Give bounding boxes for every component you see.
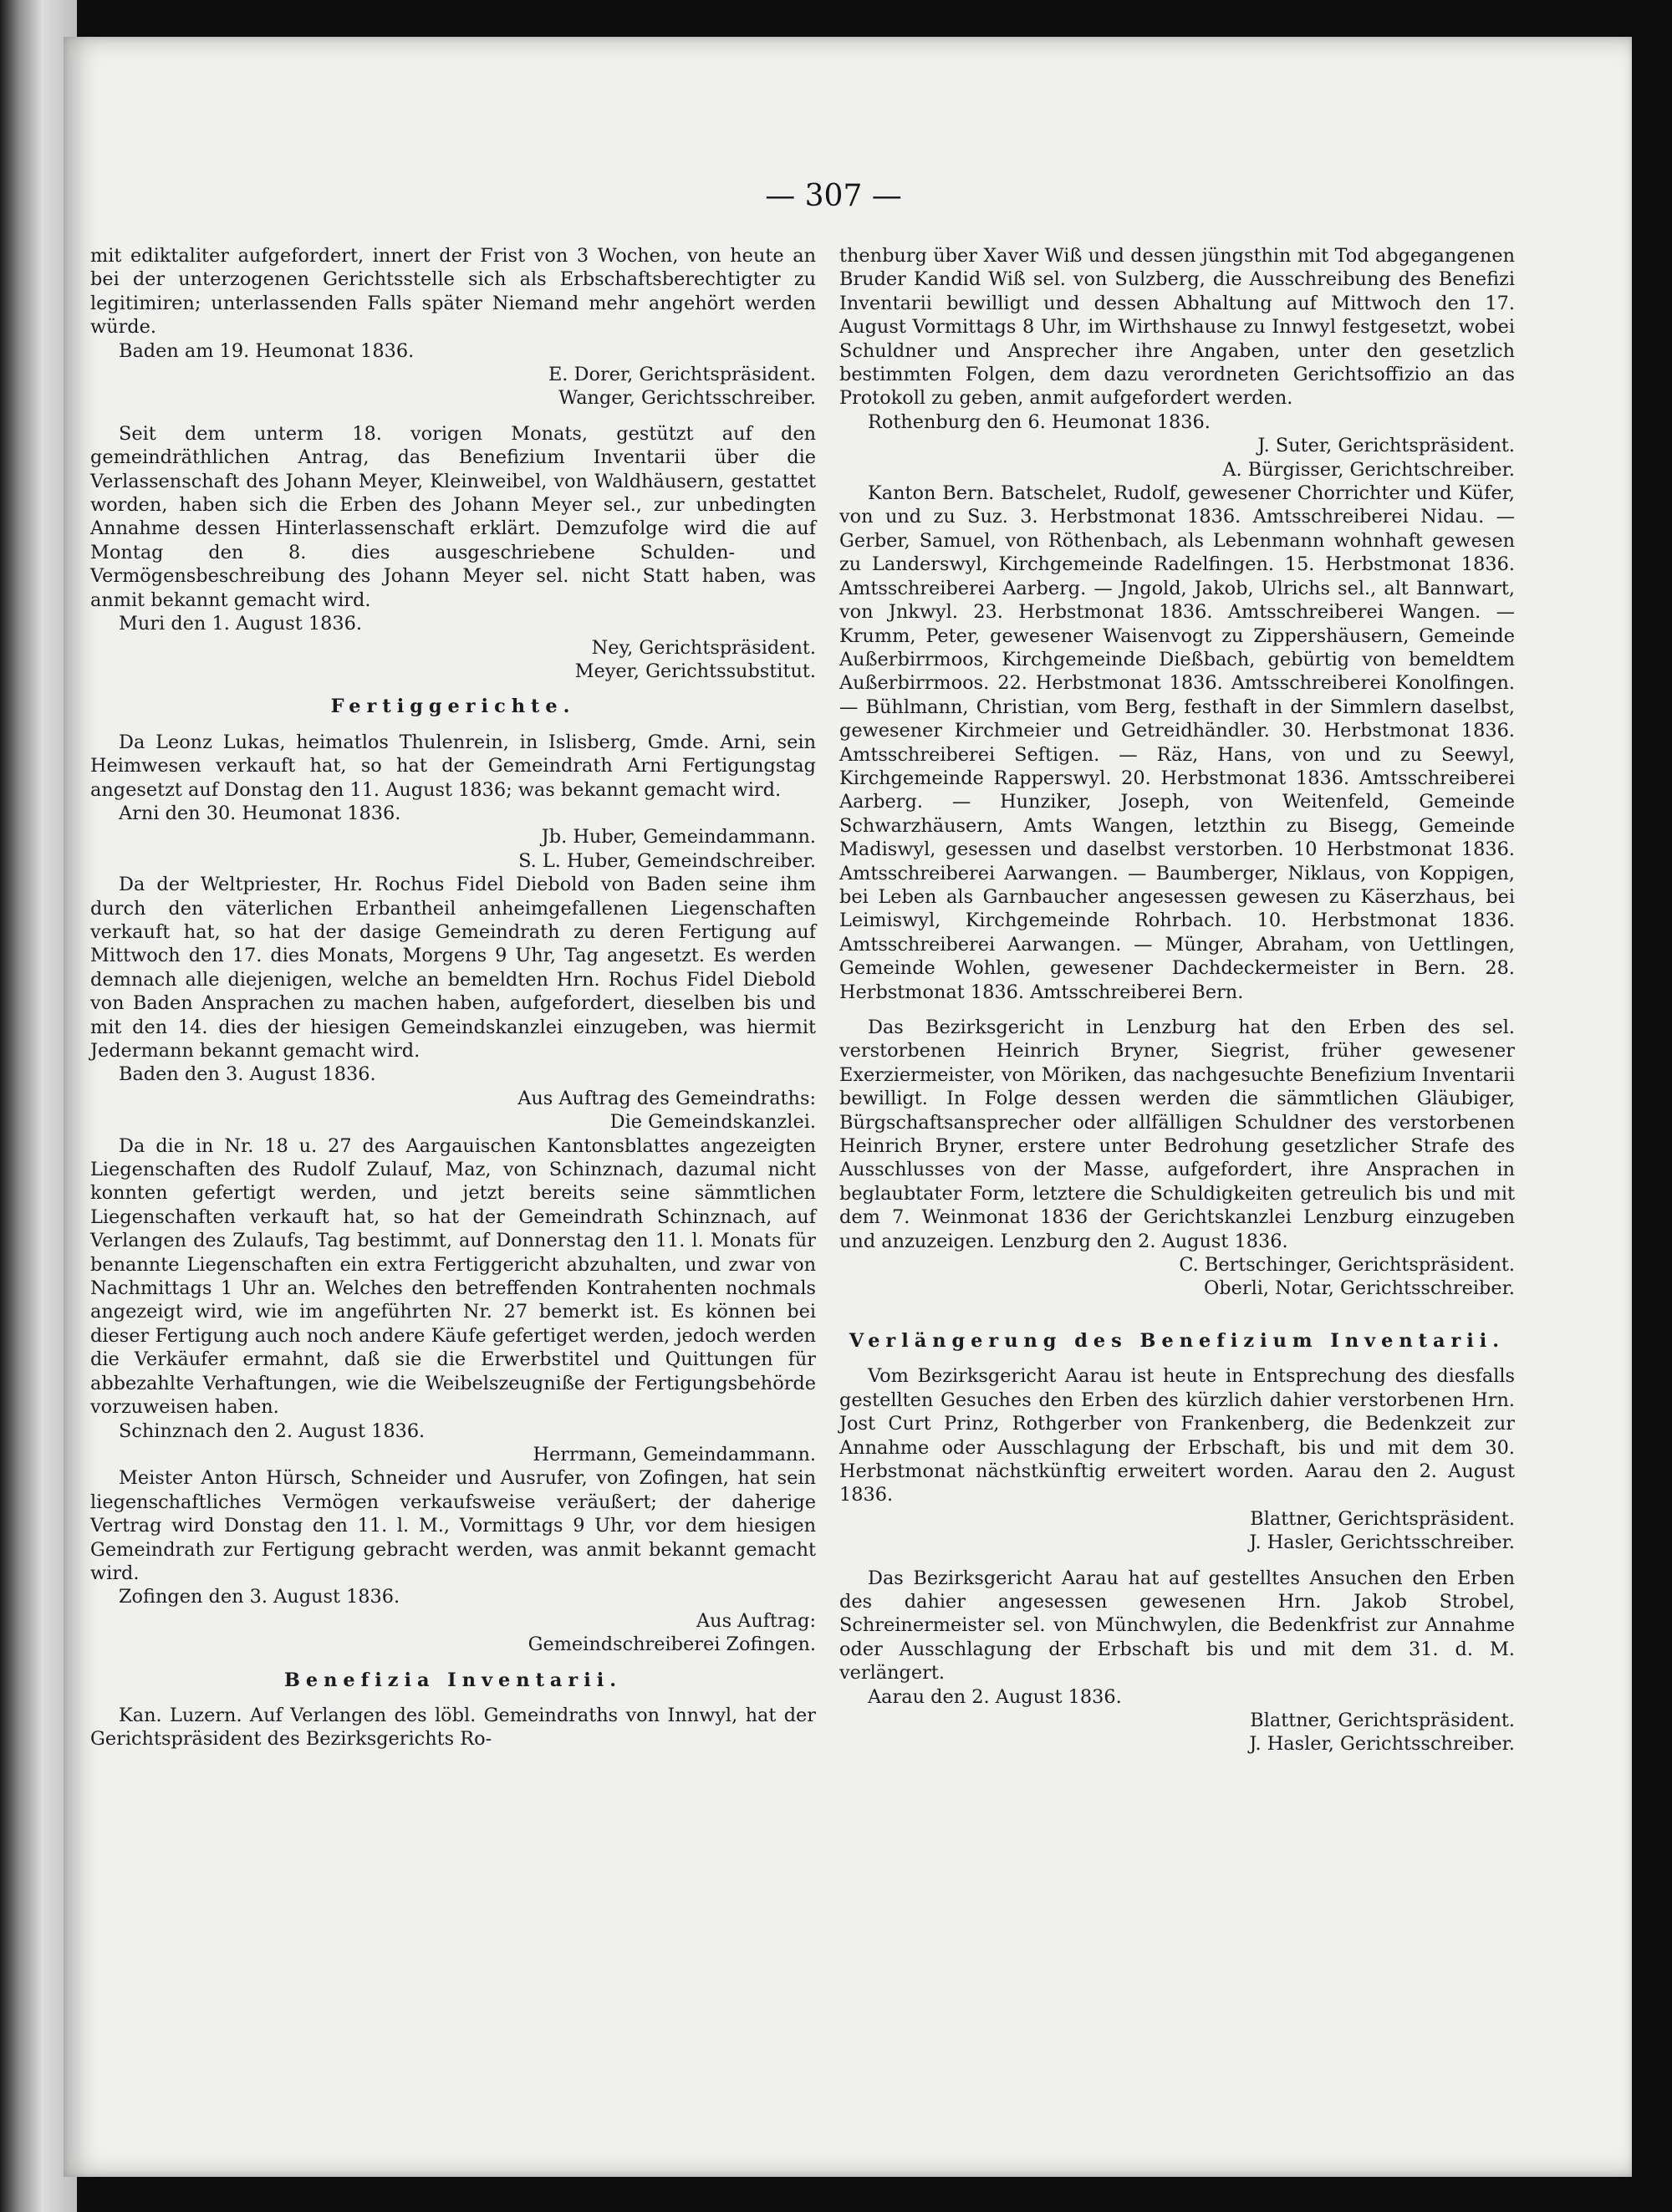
dateline: Arni den 30. Heumonat 1836. (119, 802, 401, 824)
page-number: — 307 — (765, 179, 902, 213)
signature-line: A. Bürgisser, Gerichtschreiber. (1222, 458, 1515, 481)
paragraph: Das Bezirksgericht in Lenzburg hat den Erben des sel. verstorbenen Heinrich Bryner, Siegrist, früher gewesener Exerziermeister, von Möriken, das nachgesuchte Benefizium Inventarii bewilligt. In Folge dessen werden die sämmtlichen Gläubiger, Bürgschaftsansprecher oder allfälligen Schuldner des verstorbenen Heinrich Bryner, erstere unter Bedrohung gesetzlicher Strafe des Ausschlusses von der Masse, aufgefordert, ihre Ansprachen in beglaubtater Form, letztere die Schuldigkeiten getreulich bis und mit dem 7. Weinmonat 1836 der Gerichtskanzlei Lenzburg einzugeben und anzuzeigen. Lenzburg den 2. August 1836. (839, 1017, 1515, 1252)
signature-line: C. Bertschinger, Gerichtspräsident. (1179, 1254, 1515, 1277)
dateline: Baden am 19. Heumonat 1836. (119, 339, 415, 362)
section-heading: Fertiggerichte. (330, 696, 576, 718)
dateline: Zofingen den 3. August 1836. (119, 1586, 400, 1608)
signature-line: S. L. Huber, Gemeindschreiber. (518, 849, 816, 872)
paragraph: Meister Anton Hürsch, Schneider und Ausrufer, von Zofingen, hat sein liegenschaftliches Vermögen verkaufsweise veräußert; der daherige Vertrag wird Donstag den 11. l. M., Vormittags 9 Uhr, vor dem hiesigen Gemeindrath zur Fertigung gebracht werden, was anmit bekannt gemacht wird. (90, 1467, 816, 1584)
paragraph: Kan. Luzern. Auf Verlangen des löbl. Gemeindraths von Innwyl, hat der Gerichtspräsident des Bezirksgerichts Ro- (90, 1704, 816, 1751)
spacer (90, 719, 816, 731)
signature-line: Blattner, Gerichtspräsident. (1250, 1709, 1515, 1731)
signature-line: Die Gemeindskanzlei. (609, 1111, 816, 1134)
spacer (90, 1692, 816, 1704)
signature-line: Ney, Gerichtspräsident. (591, 636, 816, 659)
signature-line: Herrmann, Gemeindammann. (533, 1443, 816, 1465)
spacer (839, 1301, 1515, 1329)
paragraph: Kanton Bern. Batschelet, Rudolf, gewesener Chorrichter und Küfer, von und zu Suz. 3. Herbstmonat 1836. Amtsschreiberei Nidau. — Gerber, Samuel, von Röthenbach, als Lebenmann wohnhaft gewesen zu Landerswyl, Kirchgemeinde Radelfingen. 15. Herbstmonat 1836. Amtsschreiberei Aarberg. — Jngold, Jakob, Ulrichs sel., alt Bannwart, von Jnkwyl. 23. Herbstmonat 1836. Amtsschreiberei Wangen. — Krumm, Peter, gewesener Waisenvogt zu Zippershäusern, Gemeinde Außerbirrmoos, Kirchgemeinde Dießbach, gebürtig von bemeldtem Außerbirrmoos. 22. Herbstmonat 1836. Amtsschreiberei Konolfingen. — Bühlmann, Christian, vom Berg, festhaft in der Simmlern daselbst, gewesener Kirchmeier und Getreidhändler. 30. Herbstmonat 1836. Amtsschreiberei Seftigen. — Räz, Hans, von und zu Seewyl, Kirchgemeinde Rapperswyl. 20. Herbstmonat 1836. Amtsschreiberei Aarberg. — Hunziker, Joseph, von Weitenfeld, Gemeinde Schwarzhäusern, Amts Wangen, letzthin zu Bisegg, Gemeinde Madiswyl, gesessen und daselbst verstorben. 10 Herbstmonat 1836. Amtsschreiberei Aarwangen. — Baumberger, Niklaus, von Koppigen, bei Leben als Garnbaucher angesessen gewesen zu Käserzhaus, bei Leimiswyl, Kirchgemeinde Rohrbach. 10. Herbstmonat 1836. Amtsschreiberei Aarwangen. — Münger, Abraham, von Uettlingen, Gemeinde Wohlen, gewesener Dachdeckermeister in Bern. 28. Herbstmonat 1836. Amtsschreiberei Bern. (839, 482, 1515, 1003)
spacer (90, 1657, 816, 1669)
signature-line: Jb. Huber, Gemeindammann. (541, 826, 816, 849)
signature-line: Oberli, Notar, Gerichtsschreiber. (1203, 1277, 1515, 1300)
dateline: Schinznach den 2. August 1836. (119, 1419, 426, 1442)
signature-line: J. Hasler, Gerichtsschreiber. (1249, 1532, 1515, 1554)
paragraph: Vom Bezirksgericht Aarau ist heute in Entsprechung des diesfalls gestellten Gesuches den Erben des kürzlich dahier verstorbenen Hrn. Jost Curt Prinz, Rothgerber von Frankenberg, die Bedenkzeit zur Annahme oder Ausschlagung der Erbschaft, bis und mit dem 30. Herbstmonat nächstkünftig erweitert worden. Aarau den 2. August 1836. (839, 1365, 1515, 1506)
signature-line: Aus Auftrag: (696, 1609, 816, 1632)
paragraph: mit ediktaliter aufgefordert, innert der Frist von 3 Wochen, von heute an bei der unterzogenen Gerichtsstelle sich als Erbschaftsberechtigter zu legitimiren; unterlassenden Falls später Niemand mehr angehört werden würde. (90, 245, 816, 339)
paragraph: Das Bezirksgericht Aarau hat auf gestelltes Ansuchen den Erben des dahier angesessen gewesenen Hrn. Jakob Strobel, Schreinermeister sel. von Münchwylen, die Bedenkfrist zur Annahme oder Ausschlagung der Erbschaft bis und mit dem 31. d. M. verlängert. (839, 1567, 1515, 1684)
signature-line: Meyer, Gerichtssubstitut. (574, 660, 816, 682)
spacer (90, 683, 816, 695)
signature-line: Wanger, Gerichtsschreiber. (558, 387, 816, 410)
dateline: Rothenburg den 6. Heumonat 1836. (868, 410, 1211, 433)
paragraph: Da die in Nr. 18 u. 27 des Aargauischen Kantonsblattes angezeigten Liegenschaften des Rudolf Zulauf, Maz, von Schinznach, dazumal nicht konnten gefertigt werden, und jetzt bereits seine sämmtlichen Liegenschaften verkauft hat, so hat der Gemeindrath Schinznach, auf Verlangen des Zulaufs, Tag bestimmt, auf Donnerstag den 11. l. Monats für benannte Liegenschaften ein extra Fertiggericht abzuhalten, und zwar von Nachmittags 1 Uhr an. Welches den betreffenden Kontrahenten nochmals angezeigt wird, wie im angeführten Nr. 27 bemerkt ist. Es können bei dieser Fertigung auch noch andere Käufe gefertiget werden, jedoch werden die Verkäufer ermahnt, daß sie die Erwerbstitel und Quittungen für abbezahlte Verhaftungen, wie die Weibelszeugniße der Fertigungsbehörde vorzuweisen haben. (90, 1134, 816, 1419)
left-column (90, 244, 816, 1751)
paragraph: Da Leonz Lukas, heimatlos Thulenrein, in Islisberg, Gmde. Arni, sein Heimwesen verkauft hat, so hat der Gemeindrath Arni Fertigungstag angesetzt auf Donstag den 11. August 1836; was bekannt gemacht wird. (90, 731, 816, 801)
spacer (90, 410, 816, 422)
dateline: Muri den 1. August 1836. (119, 613, 362, 635)
section-heading: Verlängerung des Benefizium Inventarii. (849, 1329, 1506, 1352)
spacer (839, 1004, 1515, 1016)
paragraph: thenburg über Xaver Wiß und dessen jüngsthin mit Tod abgegangenen Bruder Kandid Wiß sel. von Sulzberg, die Ausschreibung des Benefizi Inventarii bewilligt und dessen Abhaltung auf Mittwoch den 17. August Vormittags 8 Uhr, im Wirthshause zu Innwyl festgesetzt, wobei Schuldner und Ansprecher ihre Angaben, unter den gesetzlich bestimmten Folgen, dem dazu verordneten Gerichtsoffizio an das Protokoll zu geben, anmit aufgefordert werden. (839, 245, 1515, 410)
signature-line: Aus Auftrag des Gemeindraths: (517, 1087, 816, 1109)
signature-line: Blattner, Gerichtspräsident. (1250, 1507, 1515, 1530)
dateline: Aarau den 2. August 1836. (868, 1685, 1122, 1708)
right-column (839, 244, 1515, 1756)
signature-line: J. Suter, Gerichtspräsident. (1257, 435, 1515, 457)
paragraph: Da der Weltpriester, Hr. Rochus Fidel Diebold von Baden seine ihm durch den väterlichen Erbantheil anheimgefallenen Liegenschaften verkauft hat, so hat der dasige Gemeindrath zu deren Fertigung auf Mittwoch den 17. dies Monats, Morgens 9 Uhr, Tag angesetzt. Es werden demnach alle diejenigen, welche an bemeldten Hrn. Rochus Fidel Diebold von Baden Ansprachen zu machen haben, aufgefordert, dieselben bis und mit den 14. dies der hiesigen Gemeindskanzlei einzugeben, was hiermit Jedermann bekannt gemacht wird. (90, 874, 816, 1062)
spacer (839, 1353, 1515, 1364)
signature-line: Gemeindschreiberei Zofingen. (528, 1634, 816, 1656)
dateline: Baden den 3. August 1836. (119, 1063, 376, 1086)
paragraph: Seit dem unterm 18. vorigen Monats, gestützt auf den gemeindräthlichen Antrag, das Benefizium Inventarii über die Verlassenschaft des Johann Meyer, Kleinweibel, von Waldhäusern, gestattet worden, haben sich die Erben des Johann Meyer sel., zur unbedingten Annahme dessen Hinterlassenschaft erklärt. Demzufolge wird die auf Montag den 8. dies ausgeschriebene Schulden- und Vermögensbeschreibung des Johann Meyer sel. nicht Statt haben, was anmit bekannt gemacht wird. (90, 422, 816, 611)
signature-line: J. Hasler, Gerichtsschreiber. (1249, 1733, 1515, 1756)
section-heading: Benefizia Inventarii. (283, 1669, 623, 1691)
signature-line: E. Dorer, Gerichtspräsident. (548, 364, 816, 386)
spacer (839, 1555, 1515, 1567)
